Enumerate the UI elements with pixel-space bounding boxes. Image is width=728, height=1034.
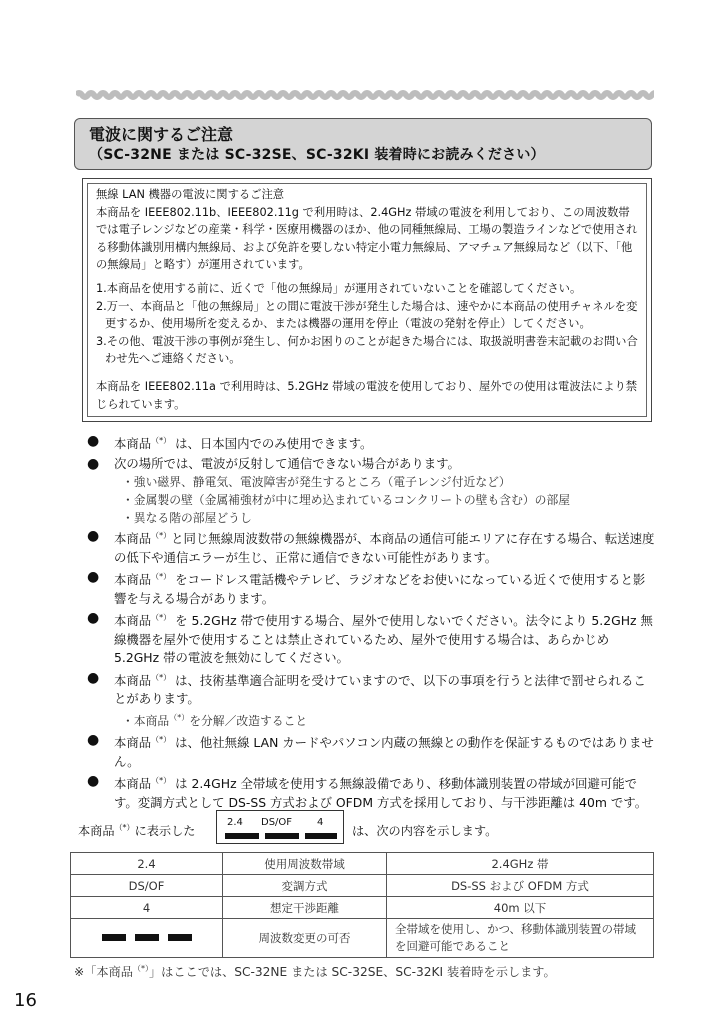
list-item: ● 本商品（*） は、他社無線 LAN カードやパソコン内蔵の無線との動作を保証するものではありません。 xyxy=(87,732,654,769)
label-value: 2.4 xyxy=(227,817,243,828)
bullet-icon: ● xyxy=(87,669,100,686)
table-cell: 使用周波数帯域 xyxy=(223,853,387,875)
list-item: ● 本商品（*） を 5.2GHz 帯で使用する場合、屋外で使用しないでください。法令により 5.2GHz 無線機器を屋外で使用することは禁止されているため、屋外で使用する場合は、あらかじめ 5.2GHz 帯の電波を無効にしてください。 xyxy=(87,610,653,666)
label-value: 4 xyxy=(317,817,324,828)
list-item: ● 次の場所では、電波が反射して通信できない場合があります。 xyxy=(87,455,460,472)
notice-item-1: 1.本商品を使用する前に、近くで「他の無線局」が運用されていないことを確認してください。 xyxy=(96,281,582,295)
band-bar xyxy=(305,833,337,839)
label-value: DS/OF xyxy=(261,817,293,828)
sub-item: ・異なる階の部屋どうし xyxy=(122,510,252,525)
band-bars-icon xyxy=(102,934,192,942)
band-bar xyxy=(225,833,259,839)
bullet-icon: ● xyxy=(87,528,100,545)
table-cell: DS-SS および OFDM 方式 xyxy=(387,875,654,897)
radio-notice-box xyxy=(82,178,652,422)
sub-item: ・強い磁界、静電気、電波障害が発生するところ（電子レンジ付近など） xyxy=(122,474,511,489)
band-bar xyxy=(265,833,299,839)
display-explanation xyxy=(78,810,658,846)
sub-item: ・本商品（*）を分解／改造すること xyxy=(122,713,308,729)
table-cell: 4 xyxy=(71,897,223,919)
table-cell: 全帯域を使用し、かつ、移動体識別装置の帯域を回避可能であること xyxy=(387,919,654,958)
table-cell: 変調方式 xyxy=(223,875,387,897)
table-cell: 周波数変更の可否 xyxy=(223,919,387,958)
section-title: 電波に関するご注意 xyxy=(89,125,234,144)
table-cell xyxy=(71,919,223,958)
notice-heading: 無線 LAN 機器の電波に関するご注意 xyxy=(96,188,285,201)
list-item: ● 本商品（*） は 2.4GHz 全帯域を使用する無線設備であり、移動体識別装置の帯域が回避可能です。変調方式として DS-SS 方式および OFDM 方式を採用しており、与干渉距離は 40m です。 xyxy=(87,773,648,810)
table-row xyxy=(71,897,654,919)
list-item: ● 本商品（*） は、日本国内でのみ使用できます。 xyxy=(87,433,373,452)
bullet-icon: ● xyxy=(87,455,100,472)
list-item: ● 本商品（*） は、技術基準適合証明を受けていますので、以下の事項を行うと法律で罰せられることがあります。 xyxy=(87,669,646,707)
footnote: ※「本商品（*）」はここでは、SC-32NE または SC-32SE、SC-32KI 装着時を示します。 xyxy=(74,964,556,980)
label-meaning-table xyxy=(70,852,654,958)
display-description: は、次の内容を示します。 xyxy=(352,824,498,838)
wavy-divider xyxy=(76,88,654,102)
page-number: 16 xyxy=(14,990,37,1011)
notice-paragraph-5ghz: 本商品を IEEE802.11a で利用時は、5.2GHz 帯域の電波を使用しており、屋外での使用は電波法により禁じられています。 xyxy=(96,379,638,411)
list-item: ● 本商品（*）と同じ無線周波数帯の無線機器が、本商品の通信可能エリアに存在する場合、転送速度の低下や通信エラーが生じ、正常に通信できない可能性があります。 xyxy=(87,528,655,565)
notice-item-2: 2.万一、本商品と「他の無線局」との間に電波干渉が発生した場合は、速やかに本商品の使用チャネルを変更するか、使用場所を変えるか、または機器の運用を停止（電波の発射を停止）してください。 xyxy=(96,299,638,331)
bullet-icon: ● xyxy=(87,433,100,449)
table-row xyxy=(71,853,654,875)
frequency-label-box xyxy=(216,810,344,844)
display-label: 本商品（*）に表示した xyxy=(78,823,196,839)
caution-list xyxy=(84,432,656,813)
table-cell: 2.4GHz 帯 xyxy=(387,853,654,875)
bullet-icon: ● xyxy=(87,773,100,790)
section-title-box xyxy=(74,118,652,170)
table-cell: 2.4 xyxy=(71,853,223,875)
bullet-icon: ● xyxy=(87,610,100,627)
list-item: ● 本商品（*） をコードレス電話機やテレビ、ラジオなどをお使いになっている近くで使用すると影響を与える場合があります。 xyxy=(87,569,646,606)
bullet-icon: ● xyxy=(87,569,100,586)
table-cell: 想定干渉距離 xyxy=(223,897,387,919)
notice-paragraph: 本商品を IEEE802.11b、IEEE802.11g で利用時は、2.4GHz 帯域の電波を利用しており、この周波数帯では電子レンジなどの産業・科学・医療用機器のほか、他の同種無線局、工場の製造ラインなどで使用される移動体識別用構内無線局、および免許を要しない特定小電力無線局、アマチュア無線局など（以下、「他の無線局」と略す）が運用されています。 xyxy=(96,205,638,272)
sub-item: ・金属製の壁（金属補強材が中に埋め込まれているコンクリートの壁も含む）の部屋 xyxy=(122,492,571,507)
bullet-icon: ● xyxy=(87,732,100,749)
table-cell: DS/OF xyxy=(71,875,223,897)
table-row xyxy=(71,875,654,897)
notice-item-3: 3.その他、電波干渉の事例が発生し、何かお困りのことが起きた場合には、取扱説明書巻末記載のお問い合わせ先へご連絡ください。 xyxy=(96,334,638,366)
table-cell: 40m 以下 xyxy=(387,897,654,919)
table-row xyxy=(71,919,654,958)
section-subtitle: （SC-32NE または SC-32SE、SC-32KI 装着時にお読みください） xyxy=(89,147,545,163)
